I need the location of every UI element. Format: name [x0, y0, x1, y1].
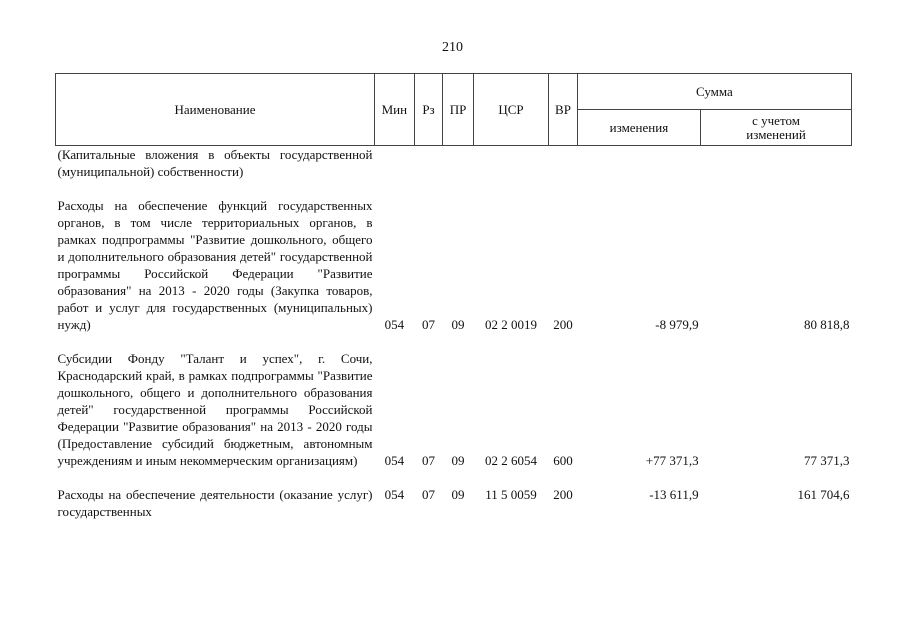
row-vr: 200 — [553, 487, 573, 502]
row-change: -8 979,9 — [655, 317, 699, 332]
budget-table — [55, 73, 852, 520]
header-with-change-line2: изменений — [746, 126, 806, 142]
row-csr: 02 2 0019 — [485, 317, 538, 332]
row-change: +77 371,3 — [645, 453, 699, 468]
row-min: 054 — [384, 453, 405, 468]
header-change: изменения — [577, 110, 700, 146]
row-name: Расходы на обеспечение функций государственных органов, в том числе территориальных органов, в рамках подпрограммы "Развитие дошкольного, общего и дополнительного образования детей" государственной программы Российской Федерации "Развитие образования" на 2013 - 2020 годы (Закупка товаров, работ и услуг для государственных (муниципальных) нужд) — [57, 198, 373, 332]
row-csr — [473, 146, 548, 181]
header-sum: Сумма — [577, 74, 851, 110]
row-total: 161 704,6 — [797, 487, 850, 502]
row-min: 054 — [384, 317, 405, 332]
header-with-change-line1: с учетом — [752, 112, 800, 128]
row-name: Расходы на обеспечение деятельности (оказание услуг) государственных — [57, 487, 373, 519]
table-header — [56, 74, 852, 146]
page-number: 210 — [442, 40, 463, 55]
row-pr: 09 — [451, 487, 465, 502]
table-row — [56, 350, 852, 469]
table-row — [56, 486, 852, 520]
row-vr: 600 — [553, 453, 573, 468]
row-gap — [56, 469, 852, 486]
row-name: Субсидии Фонду "Талант и успех", г. Сочи, Краснодарский край, в рамках подпрограммы "Развитие дошкольного, общего и дополнительного образования детей" государственной программы Российской Федерации "Развитие образования" на 2013 - 2020 годы (Предоставление субсидий бюджетным, автономным учреждениям и иным некоммерческим организациям) — [57, 351, 373, 468]
row-change: -13 611,9 — [649, 487, 699, 502]
row-pr: 09 — [451, 453, 465, 468]
row-min: 054 — [384, 487, 405, 502]
row-rz: 07 — [422, 317, 435, 332]
header-pr: ПР — [443, 74, 474, 146]
header-rz: Рз — [414, 74, 443, 146]
row-total — [701, 146, 852, 181]
table-row — [56, 197, 852, 333]
row-rz: 07 — [422, 487, 435, 502]
header-name: Наименование — [56, 74, 375, 146]
row-min — [375, 146, 415, 181]
row-total: 80 818,8 — [804, 317, 850, 332]
row-pr: 09 — [451, 317, 465, 332]
row-gap — [56, 333, 852, 350]
row-gap — [56, 180, 852, 197]
row-change — [577, 146, 700, 181]
row-vr: 200 — [553, 317, 573, 332]
header-vr: ВР — [549, 74, 578, 146]
row-rz: 07 — [422, 453, 435, 468]
header-with-change — [701, 110, 852, 146]
row-total: 77 371,3 — [804, 453, 850, 468]
row-pr — [443, 146, 474, 181]
table-row — [56, 146, 852, 181]
row-csr: 02 2 6054 — [485, 453, 538, 468]
row-name: (Капитальные вложения в объекты государственной (муниципальной) собственности) — [57, 147, 373, 179]
row-csr: 11 5 0059 — [485, 487, 537, 502]
header-csr: ЦСР — [473, 74, 548, 146]
row-vr — [549, 146, 578, 181]
header-min: Мин — [375, 74, 415, 146]
row-rz — [414, 146, 443, 181]
